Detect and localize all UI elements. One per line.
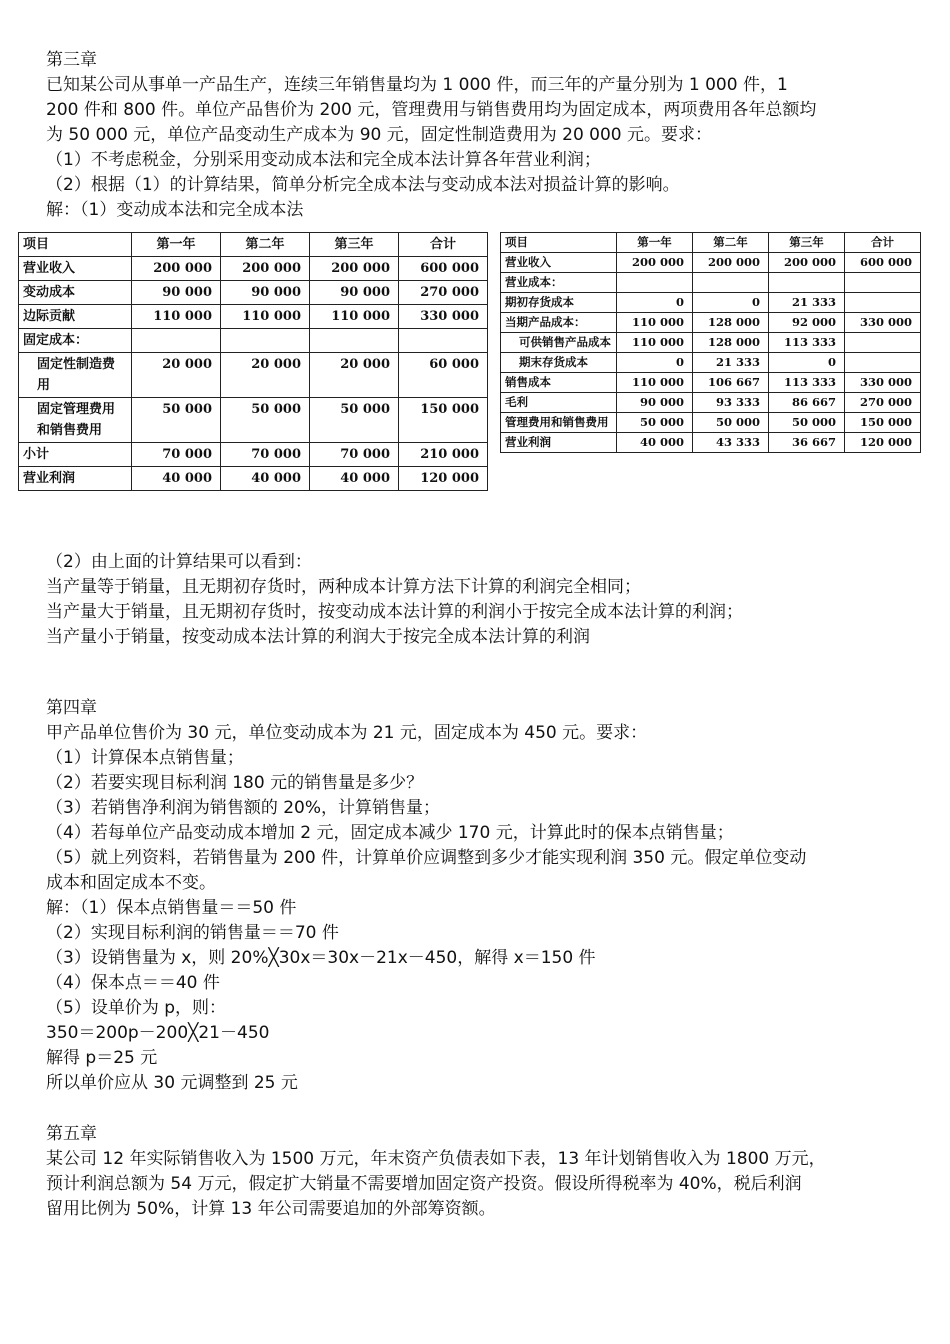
cell-value: 90 000 — [617, 393, 693, 413]
cell-value: 50 000 — [693, 413, 769, 433]
header-cell: 项目 — [501, 233, 617, 253]
cell-value: 20 000 — [132, 353, 221, 398]
cell-value — [617, 273, 693, 293]
table-row — [19, 353, 488, 398]
cell-value: 90 000 — [221, 281, 310, 305]
cell-value: 200 000 — [132, 257, 221, 281]
cell-value: 200 000 — [617, 253, 693, 273]
chapter4-question: （1）计算保本点销售量； — [46, 748, 244, 768]
cell-value: 128 000 — [693, 313, 769, 333]
cell-value: 330 000 — [399, 305, 488, 329]
cell-value: 110 000 — [310, 305, 399, 329]
cell-value: 150 000 — [399, 398, 488, 443]
cell-value: 120 000 — [845, 433, 921, 453]
cell-value: 110 000 — [617, 313, 693, 333]
cell-value: 210 000 — [399, 443, 488, 467]
cell-value: 200 000 — [310, 257, 399, 281]
row-label: 营业利润 — [19, 467, 132, 491]
table-row — [501, 313, 921, 333]
chapter3-title: 第三章 — [46, 50, 97, 70]
chapter4-solution-line: （4）保本点＝＝40 件 — [46, 973, 220, 993]
chapter3-question: （2）根据（1）的计算结果，简单分析完全成本法与变动成本法对损益计算的影响。 — [46, 175, 680, 195]
header-cell: 项目 — [19, 233, 132, 257]
chapter4-question: （5）就上列资料，若销售量为 200 件，计算单价应调整到多少才能实现利润 350 元。假定单位变动 — [46, 848, 807, 868]
cell-value: 21 333 — [693, 353, 769, 373]
cell-value: 86 667 — [769, 393, 845, 413]
table-row — [19, 305, 488, 329]
chapter4-title: 第四章 — [46, 698, 97, 718]
cell-value — [399, 329, 488, 353]
chapter4-solution-line: （3）设销售量为 x，则 20%╳30x＝30x－21x－450，解得 x＝150 件 — [46, 948, 596, 968]
cell-value: 70 000 — [132, 443, 221, 467]
cell-value: 150 000 — [845, 413, 921, 433]
table-row — [501, 293, 921, 313]
cell-value: 0 — [693, 293, 769, 313]
cell-value: 40 000 — [617, 433, 693, 453]
cell-value: 110 000 — [617, 373, 693, 393]
cell-value — [845, 353, 921, 373]
cell-value: 50 000 — [132, 398, 221, 443]
cell-value: 43 333 — [693, 433, 769, 453]
row-label: 固定成本： — [19, 329, 132, 353]
chapter3-answer-heading: 解：（1）变动成本法和完全成本法 — [46, 200, 304, 220]
table-row — [19, 329, 488, 353]
row-label: 当期产品成本： — [501, 313, 617, 333]
chapter4-question: （3）若销售净利润为销售额的 20%，计算销售量； — [46, 798, 441, 818]
chapter3-answer-line: （2）由上面的计算结果可以看到： — [46, 552, 312, 572]
table-row — [501, 433, 921, 453]
cell-value: 40 000 — [132, 467, 221, 491]
cell-value: 200 000 — [693, 253, 769, 273]
header-cell: 第三年 — [310, 233, 399, 257]
variable-costing-table — [18, 232, 488, 491]
cell-value: 50 000 — [769, 413, 845, 433]
row-label: 可供销售产品成本 — [501, 333, 617, 353]
cell-value: 600 000 — [399, 257, 488, 281]
cell-value — [221, 329, 310, 353]
table-row — [19, 281, 488, 305]
header-cell: 第一年 — [617, 233, 693, 253]
cell-value: 90 000 — [132, 281, 221, 305]
table-row — [19, 398, 488, 443]
row-label: 营业成本： — [501, 273, 617, 293]
cell-value: 128 000 — [693, 333, 769, 353]
cell-value: 70 000 — [310, 443, 399, 467]
chapter4-solution-line: （5）设单价为 p，则： — [46, 998, 227, 1018]
chapter3-answer-line: 当产量小于销量，按变动成本法计算的利润大于按完全成本法计算的利润 — [46, 627, 590, 647]
row-label: 营业收入 — [501, 253, 617, 273]
row-label: 固定性制造费用 — [19, 353, 132, 398]
chapter3-answer-line: 当产量大于销量，且无期初存货时，按变动成本法计算的利润小于按完全成本法计算的利润； — [46, 602, 743, 622]
chapter4-question: （2）若要实现目标利润 180 元的销售量是多少？ — [46, 773, 424, 793]
chapter5-problem-line: 留用比例为 50%，计算 13 年公司需要追加的外部筹资额。 — [46, 1199, 496, 1219]
row-label: 毛利 — [501, 393, 617, 413]
row-label: 变动成本 — [19, 281, 132, 305]
cell-value: 40 000 — [221, 467, 310, 491]
cell-value: 40 000 — [310, 467, 399, 491]
cell-value: 90 000 — [310, 281, 399, 305]
row-label: 边际贡献 — [19, 305, 132, 329]
table-row — [501, 273, 921, 293]
cell-value: 20 000 — [221, 353, 310, 398]
header-cell: 合计 — [845, 233, 921, 253]
row-label: 小计 — [19, 443, 132, 467]
cell-value: 110 000 — [221, 305, 310, 329]
cell-value: 93 333 — [693, 393, 769, 413]
cell-value: 70 000 — [221, 443, 310, 467]
table-row — [19, 257, 488, 281]
cell-value: 113 333 — [769, 333, 845, 353]
cell-value: 0 — [769, 353, 845, 373]
chapter3-answer-line: 当产量等于销量，且无期初存货时，两种成本计算方法下计算的利润完全相同； — [46, 577, 641, 597]
cell-value: 50 000 — [617, 413, 693, 433]
cell-value: 20 000 — [310, 353, 399, 398]
cell-value: 330 000 — [845, 373, 921, 393]
cell-value: 200 000 — [769, 253, 845, 273]
table-row — [501, 353, 921, 373]
row-label: 销售成本 — [501, 373, 617, 393]
cell-value: 21 333 — [769, 293, 845, 313]
chapter4-solution-line: （2）实现目标利润的销售量＝＝70 件 — [46, 923, 339, 943]
cell-value — [769, 273, 845, 293]
header-cell: 合计 — [399, 233, 488, 257]
chapter4-question: （4）若每单位产品变动成本增加 2 元，固定成本减少 170 元，计算此时的保本点销售量； — [46, 823, 734, 843]
table-header-row — [19, 233, 488, 257]
header-cell: 第三年 — [769, 233, 845, 253]
cell-value: 50 000 — [221, 398, 310, 443]
chapter4-solution-line: 解：（1）保本点销售量＝＝50 件 — [46, 898, 297, 918]
chapter3-question: （1）不考虑税金，分别采用变动成本法和完全成本法计算各年营业利润； — [46, 150, 601, 170]
row-label: 期初存货成本 — [501, 293, 617, 313]
table-row — [501, 393, 921, 413]
cell-value: 270 000 — [399, 281, 488, 305]
cell-value: 600 000 — [845, 253, 921, 273]
row-label: 期末存货成本 — [501, 353, 617, 373]
cell-value: 60 000 — [399, 353, 488, 398]
table-row — [501, 373, 921, 393]
cell-value — [845, 273, 921, 293]
chapter4-solution-line: 350＝200p－200╳21－450 — [46, 1023, 270, 1043]
cell-value: 200 000 — [221, 257, 310, 281]
cell-value — [693, 273, 769, 293]
chapter3-problem-line: 200 件和 800 件。单位产品售价为 200 元，管理费用与销售费用均为固定成本，两项费用各年总额均 — [46, 100, 817, 120]
chapter5-title: 第五章 — [46, 1124, 97, 1144]
row-label: 管理费用和销售费用 — [501, 413, 617, 433]
cell-value: 120 000 — [399, 467, 488, 491]
row-label: 固定管理费用和销售费用 — [19, 398, 132, 443]
chapter4-solution-line: 解得 p＝25 元 — [46, 1048, 158, 1068]
cell-value: 50 000 — [310, 398, 399, 443]
chapter5-problem-line: 预计利润总额为 54 万元，假定扩大销量不需要增加固定资产投资。假设所得税率为 40%，税后利润 — [46, 1174, 802, 1194]
cell-value: 36 667 — [769, 433, 845, 453]
chapter5-problem-line: 某公司 12 年实际销售收入为 1500 万元，年末资产负债表如下表，13 年计划销售收入为 1800 万元， — [46, 1149, 826, 1169]
cell-value: 110 000 — [617, 333, 693, 353]
table-row — [19, 467, 488, 491]
chapter4-problem-line: 甲产品单位售价为 30 元，单位变动成本为 21 元，固定成本为 450 元。要求： — [46, 723, 648, 743]
cell-value: 0 — [617, 353, 693, 373]
cell-value — [310, 329, 399, 353]
cell-value — [132, 329, 221, 353]
cell-value: 110 000 — [132, 305, 221, 329]
chapter3-problem-line: 已知某公司从事单一产品生产，连续三年销售量均为 1 000 件，而三年的产量分别为 1 000 件，1 — [46, 75, 788, 95]
cell-value — [845, 293, 921, 313]
table-row — [501, 253, 921, 273]
chapter3-problem-line: 为 50 000 元，单位产品变动生产成本为 90 元，固定性制造费用为 20 000 元。要求： — [46, 125, 713, 145]
header-cell: 第二年 — [221, 233, 310, 257]
cell-value: 106 667 — [693, 373, 769, 393]
chapter4-solution-line: 所以单价应从 30 元调整到 25 元 — [46, 1073, 298, 1093]
table-row — [501, 413, 921, 433]
cell-value: 113 333 — [769, 373, 845, 393]
cell-value: 0 — [617, 293, 693, 313]
cell-value — [845, 333, 921, 353]
cell-value: 270 000 — [845, 393, 921, 413]
cell-value: 92 000 — [769, 313, 845, 333]
row-label: 营业收入 — [19, 257, 132, 281]
header-cell: 第二年 — [693, 233, 769, 253]
table-row — [19, 443, 488, 467]
row-label: 营业利润 — [501, 433, 617, 453]
cell-value: 330 000 — [845, 313, 921, 333]
table-header-row — [501, 233, 921, 253]
chapter4-question: 成本和固定成本不变。 — [46, 873, 216, 893]
absorption-costing-table — [500, 232, 921, 453]
header-cell: 第一年 — [132, 233, 221, 257]
table-row — [501, 333, 921, 353]
